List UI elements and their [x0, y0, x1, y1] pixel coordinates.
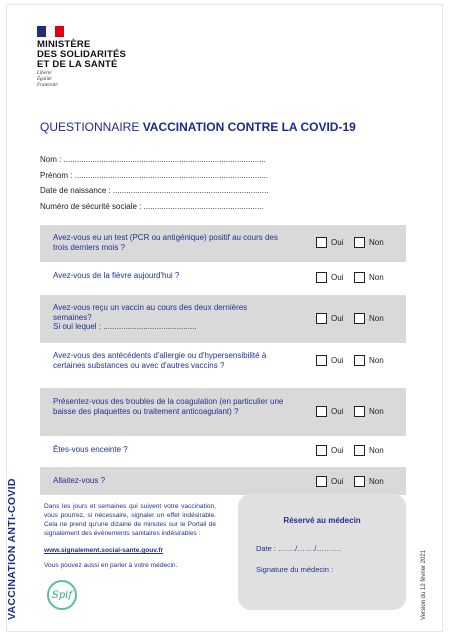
checkbox[interactable] — [354, 406, 365, 417]
question-text: Présentez-vous des troubles de la coagulation (en particulier une baisse des plaquettes ou traitement anticoagulant) ? — [53, 397, 284, 416]
checkbox[interactable] — [316, 445, 327, 456]
doctor-note: Vous pouvez aussi en parler à votre médecin. — [44, 562, 178, 569]
doctor-date-field[interactable]: Date : ……./……./………. — [256, 544, 342, 553]
no-label: Non — [369, 446, 384, 455]
doctor-section-title: Réservé au médecin — [283, 516, 361, 525]
title-main: VACCINATION CONTRE LA COVID-19 — [142, 120, 356, 134]
doctor-signature-field[interactable]: Signature du médecin : — [256, 565, 334, 574]
no-option[interactable] — [354, 313, 384, 324]
republic-motto — [37, 71, 58, 89]
ministry-line: MINISTÈRE — [37, 39, 91, 50]
question-text: Avez-vous eu un test (PCR ou antigénique) positif au cours des trois derniers mois ? — [53, 233, 278, 252]
questions-list — [40, 225, 406, 495]
yes-label: Oui — [331, 477, 344, 486]
question-text: Allaitez-vous ? — [53, 476, 106, 485]
checkbox[interactable] — [316, 355, 327, 366]
motto-line: Liberté — [37, 71, 52, 76]
no-label: Non — [369, 238, 384, 247]
yes-label: Oui — [331, 238, 344, 247]
reporting-info: Dans les jours et semaines qui suivent votre vaccination, vous pourrez, si nécessaire, signaler un effet indésirable. Cela ne prend qu'une dizaine de minutes sur le Portail de signalement des événements sanitaires indésirables : — [44, 503, 216, 537]
title-prefix: QUESTIONNAIRE — [40, 120, 143, 134]
question-text: Avez-vous des antécédents d'allergie ou d'hypersensibilité à certaines substances ou avec d'autres vaccins ? — [53, 351, 267, 370]
birth-date-field[interactable]: Date de naissance : ...................................................................... — [40, 186, 269, 195]
page-title — [40, 120, 356, 134]
checkbox[interactable] — [354, 445, 365, 456]
no-option[interactable] — [354, 355, 384, 366]
motto-line: Fraternité — [37, 83, 58, 88]
no-label: Non — [369, 477, 384, 486]
no-label: Non — [369, 356, 384, 365]
yes-label: Oui — [331, 273, 344, 282]
question-text: Êtes-vous enceinte ? — [53, 445, 128, 454]
yes-label: Oui — [331, 446, 344, 455]
ministry-name — [37, 40, 126, 70]
checkbox[interactable] — [316, 313, 327, 324]
logo-text: Spif — [51, 589, 73, 601]
no-label: Non — [369, 273, 384, 282]
question-text: Avez-vous de la fièvre aujourd'hui ? — [53, 271, 180, 280]
identity-fields — [40, 155, 300, 217]
name-field[interactable]: Nom : ........................................................................................... — [40, 155, 266, 164]
no-option[interactable] — [354, 272, 384, 283]
checkbox[interactable] — [316, 406, 327, 417]
yes-option[interactable] — [316, 445, 343, 456]
doctor-section — [238, 494, 406, 610]
question-subline: Si oui lequel : .......................................... — [53, 322, 197, 331]
no-option[interactable] — [354, 406, 384, 417]
ministry-line: ET DE LA SANTÉ — [37, 59, 118, 70]
question-coagulation — [40, 388, 406, 436]
side-title: VACCINATION ANTI-COVID — [6, 478, 18, 620]
motto-line: Égalité — [37, 77, 52, 82]
question-breastfeeding — [40, 467, 406, 495]
checkbox[interactable] — [354, 313, 365, 324]
question-covid-test — [40, 225, 406, 262]
version-label: Version du 12 février 2021 — [421, 549, 427, 620]
spif-logo — [47, 580, 77, 610]
no-option[interactable] — [354, 476, 384, 487]
yes-option[interactable] — [316, 406, 343, 417]
yes-option[interactable] — [316, 313, 343, 324]
yes-option[interactable] — [316, 476, 343, 487]
yes-label: Oui — [331, 314, 344, 323]
no-label: Non — [369, 407, 384, 416]
reporting-link[interactable]: www.signalement.social-sante.gouv.fr — [44, 547, 164, 554]
checkbox[interactable] — [316, 476, 327, 487]
yes-option[interactable] — [316, 355, 343, 366]
yes-option[interactable] — [316, 237, 343, 248]
question-pregnant — [40, 436, 406, 464]
question-line: Avez-vous reçu un vaccin au cours des deux dernières semaines? — [53, 303, 248, 322]
question-text — [53, 303, 288, 332]
checkbox[interactable] — [354, 237, 365, 248]
first-name-field[interactable]: Prénom : ....................................................................................... — [40, 170, 269, 180]
checkbox[interactable] — [354, 355, 365, 366]
checkbox[interactable] — [316, 237, 327, 248]
yes-label: Oui — [331, 407, 344, 416]
yes-label: Oui — [331, 356, 344, 365]
no-option[interactable] — [354, 445, 384, 456]
checkbox[interactable] — [354, 476, 365, 487]
yes-option[interactable] — [316, 272, 343, 283]
social-security-field[interactable]: Numéro de sécurité sociale : ...................................................... — [40, 201, 264, 211]
checkbox[interactable] — [354, 272, 365, 283]
question-allergy — [40, 343, 406, 381]
ministry-line: DES SOLIDARITÉS — [37, 49, 127, 60]
checkbox[interactable] — [316, 272, 327, 283]
question-recent-vaccine — [40, 295, 406, 343]
no-label: Non — [369, 314, 384, 323]
question-fever — [40, 262, 406, 295]
french-flag-icon — [37, 26, 64, 37]
no-option[interactable] — [354, 237, 384, 248]
